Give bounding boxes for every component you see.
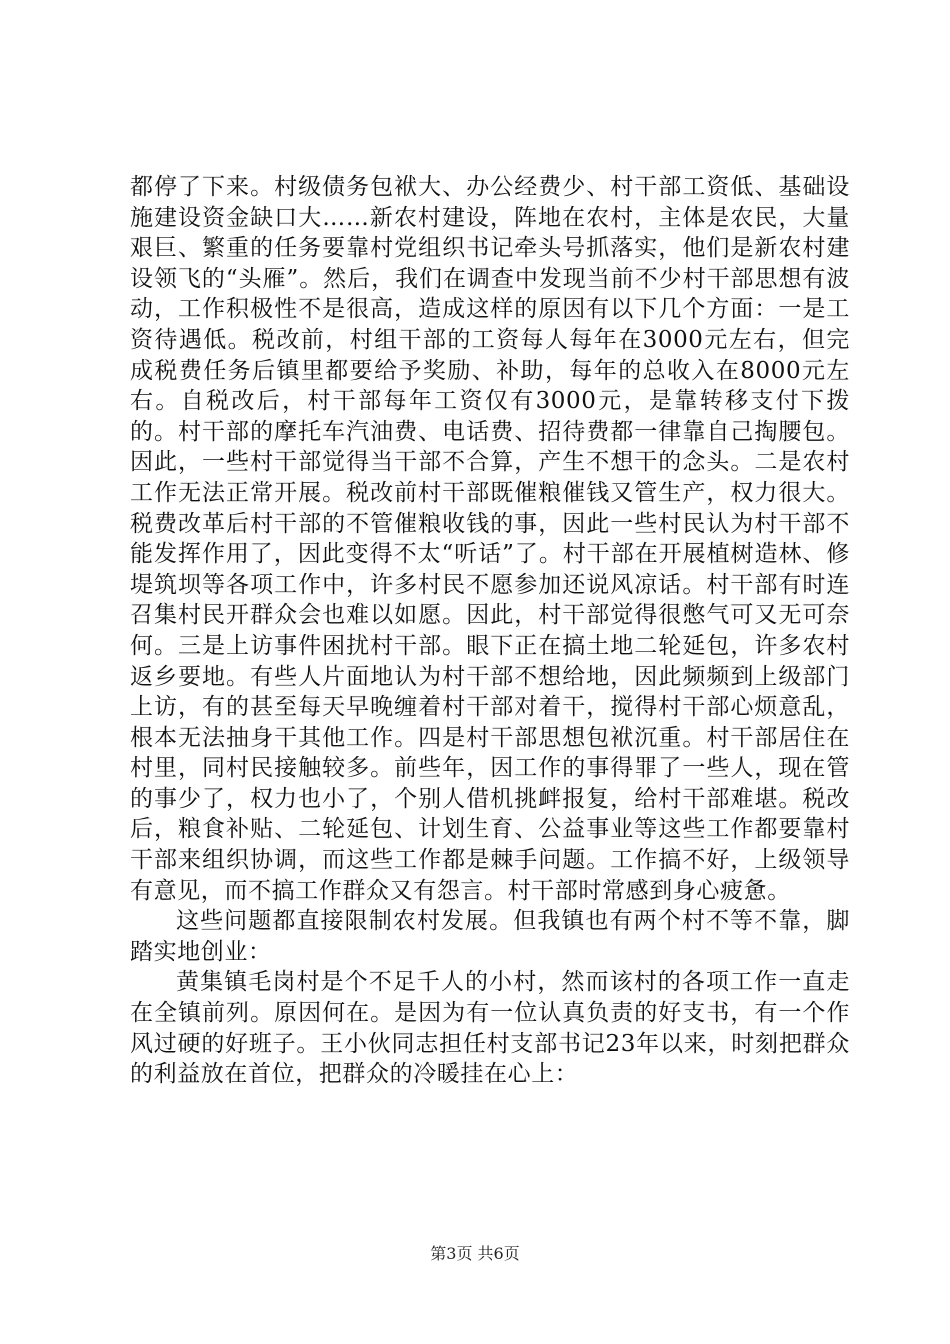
page-number-footer: 第3页 共6页: [430, 1244, 520, 1263]
document-body: [130, 172, 850, 1090]
paragraph-2: 这些问题都直接限制农村发展。但我镇也有两个村不等不靠，脚踏实地创业：: [130, 908, 850, 965]
paragraph-3: 黄集镇毛岗村是个不足千人的小村，然而该村的各项工作一直走在全镇前列。原因何在。是因为有一位认真负责的好支书，有一个作风过硬的好班子。王小伙同志担任村支部书记23年以来，时刻把群众的利益放在首位，把群众的冷暖挂在心上：: [130, 969, 850, 1088]
paragraph-1: 都停了下来。村级债务包袱大、办公经费少、村干部工资低、基础设施建设资金缺口大……新农村建设，阵地在农村，主体是农民，大量艰巨、繁重的任务要靠村党组织书记牵头号抓落实，他们是新农村建设领飞的“头雁”。然后，我们在调查中发现当前不少村干部思想有波动，工作积极性不是很高，造成这样的原因有以下几个方面：一是工资待遇低。税改前，村组干部的工资每人每年在3000元左右，但完成税费任务后镇里都要给予奖励、补助，每年的总收入在8000元左右。自税改后，村干部每年工资仅有3000元，是靠转移支付下拨的。村干部的摩托车汽油费、电话费、招待费都一律靠自己掏腰包。因此，一些村干部觉得当干部不合算，产生不想干的念头。二是农村工作无法正常开展。税改前村干部既催粮催钱又管生产，权力很大。税费改革后村干部的不管催粮收钱的事，因此一些村民认为村干部不能发挥作用了，因此变得不太“听话”了。村干部在开展植树造林、修堤筑坝等各项工作中，许多村民不愿参加还说风凉话。村干部有时连召集村民开群众会也难以如愿。因此，村干部觉得很憋气可又无可奈何。三是上访事件困扰村干部。眼下正在搞土地二轮延包，许多农村返乡要地。有些人片面地认为村干部不想给地，因此频频到上级部门上访，有的甚至每天早晚缠着村干部对着干，搅得村干部心烦意乱，根本无法抽身干其他工作。四是村干部思想包袱沉重。村干部居住在村里，同村民接触较多。前些年，因工作的事得罪了一些人，现在管的事少了，权力也小了，个别人借机挑衅报复，给村干部难堪。税改后，粮食补贴、二轮延包、计划生育、公益事业等这些工作都要靠村干部来组织协调，而这些工作都是棘手问题。工作搞不好，上级领导有意见，而不搞工作群众又有怨言。村干部时常感到身心疲惫。: [130, 174, 850, 904]
